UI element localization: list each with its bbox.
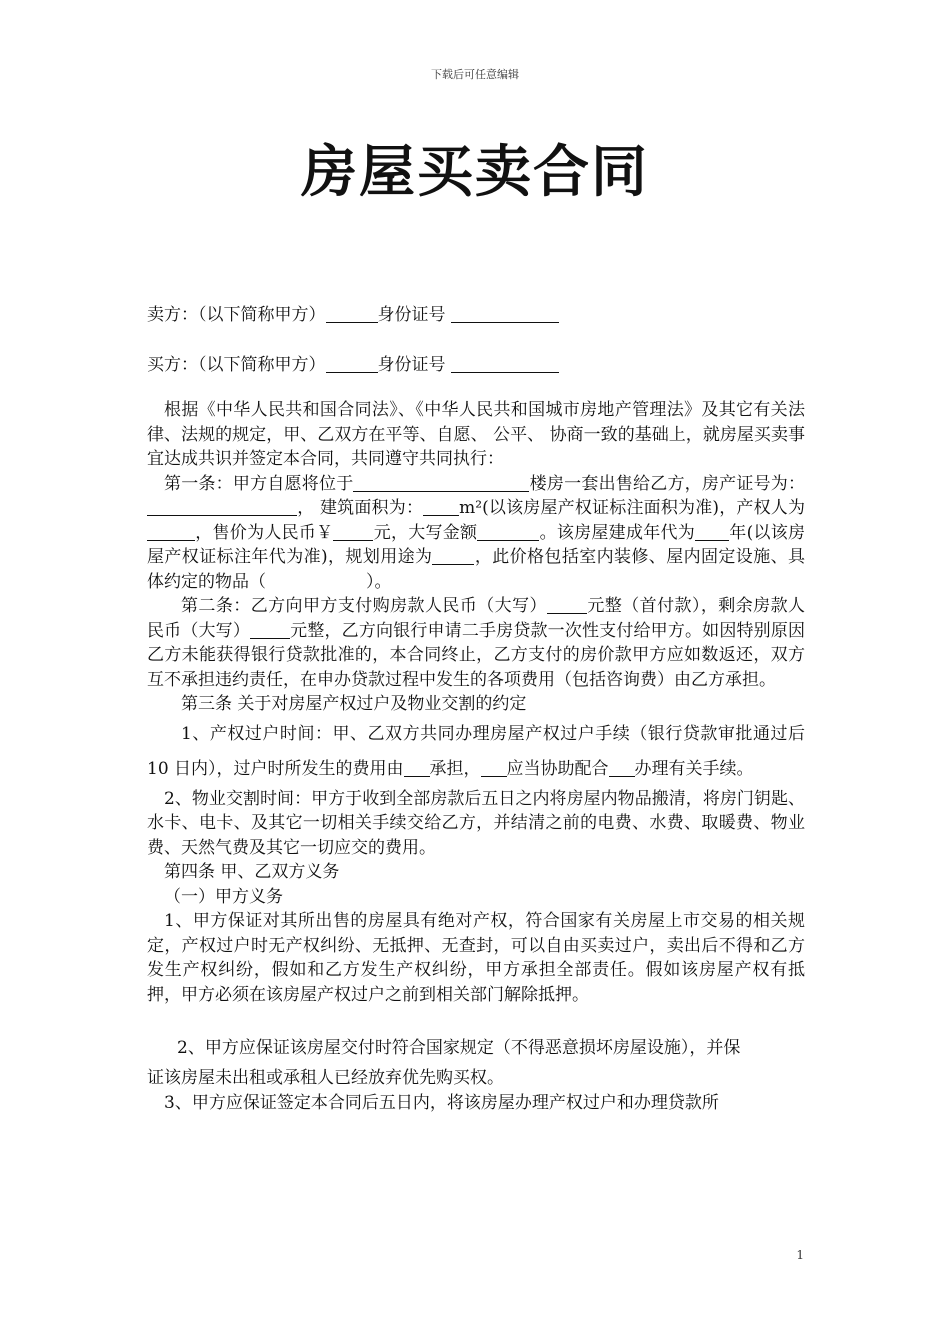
buyer-name-blank <box>326 356 378 373</box>
area-blank <box>423 499 459 516</box>
buyer-line <box>147 350 559 375</box>
seller-id-blank <box>451 306 559 323</box>
fee-payer-blank <box>404 760 430 777</box>
intro-paragraph: 根据《中华人民共和国合同法》、《中华人民共和国城市房地产管理法》及其它有关法律、法规的规定，甲、乙双方在平等、自愿、 公平、 协商一致的基础上，就房屋买卖事宜达成共识并签定本合同，共同遵守共同执行： <box>147 400 805 469</box>
location-blank <box>353 475 529 492</box>
usage-blank <box>432 548 474 565</box>
article-4-item-3: 3、甲方应保证签定本合同后五日内，将该房屋办理产权过户和办理贷款所 <box>164 1092 719 1113</box>
article-4-item-1: 1、甲方保证对其所出售的房屋具有绝对产权，符合国家有关房屋上市交易的相关规定，产权过户时无产权纠纷、无抵押、无查封，可以自由买卖过户，卖出后不得和乙方发生产权纠纷，假如和乙方发生产权纠纷，甲方承担全部责任。假如该房屋产权有抵押，甲方必须在该房屋产权过户之前到相关部门解除抵押。 <box>147 911 805 1005</box>
contract-body <box>147 398 805 1115</box>
buyer-id-blank <box>451 356 559 373</box>
price-words-blank <box>477 524 539 541</box>
seller-label: 卖方：（以下简称甲方） <box>147 305 326 325</box>
seller-line <box>147 300 559 325</box>
remaining-blank <box>250 622 290 639</box>
page-number: 1 <box>796 1248 804 1262</box>
article-3-item-1: 1、产权过户时间：甲、乙双方共同办理房屋产权过户手续（银行贷款审批通过后 10 日内），过户时所发生的费用由 承担， 应当协助配合 办理有关手续。 <box>147 723 805 779</box>
header-note: 下载后可任意编辑 <box>431 68 519 81</box>
article-4-item-2b: 证该房屋未出租或承租人已经放弃优先购买权。 <box>147 1068 504 1088</box>
seller-name-blank <box>326 306 378 323</box>
cert-number-blank <box>147 499 297 516</box>
handler-blank <box>609 760 635 777</box>
article-4-item-2a: 2、甲方应保证该房屋交付时符合国家规定（不得恶意损坏房屋设施），并保 <box>177 1038 741 1058</box>
buyer-label: 买方：（以下简称甲方） <box>147 355 326 375</box>
assist-party-blank <box>481 760 507 777</box>
price-blank <box>333 524 373 541</box>
article-3-title: 第三条 关于对房屋产权过户及物业交割的约定 <box>181 694 527 714</box>
buyer-id-label: 身份证号 <box>377 355 446 375</box>
article-1: 第一条：甲方自愿将位于 楼房一套出售给乙方，房产证号为：， 建筑面积为： m²(以该房屋产权证标注面积为准)，产权人为，售价为人民币￥ 元，大写金额 。该房屋建成年代为 年(以该房屋产权证标注年代为准)，规划用途为 ，此价格包括室内装修、屋内固定设施、具体约定的物品（ ）。 <box>147 473 806 592</box>
seller-id-label: 身份证号 <box>377 305 446 325</box>
article-2: 第二条：乙方向甲方支付购房款人民币（大写） 元整（首付款），剩余房款人民币（大写） 元整，乙方向银行申请二手房贷款一次性支付给甲方。如因特别原因乙方未能获得银行贷款批准的，本合同终止，乙方支付的房价款甲方应如数返还，双方互不承担违约责任，在申办贷款过程中发生的各项费用（包括咨询费）由乙方承担。 <box>147 596 806 690</box>
down-payment-blank <box>547 597 587 614</box>
article-4-subtitle: （一）甲方义务 <box>164 886 283 907</box>
year-blank <box>695 524 729 541</box>
article-4-title: 第四条 甲、乙双方义务 <box>164 862 340 882</box>
owner-blank <box>147 524 195 541</box>
article-3-item-2: 2、物业交割时间：甲方于收到全部房款后五日之内将房屋内物品搬清，将房门钥匙、水卡、电卡、及其它一切相关手续交给乙方，并结清之前的电费、水费、取暖费、物业费、天然气费及其它一切应交的费用。 <box>147 788 805 858</box>
document-title: 房屋买卖合同 <box>301 140 649 205</box>
